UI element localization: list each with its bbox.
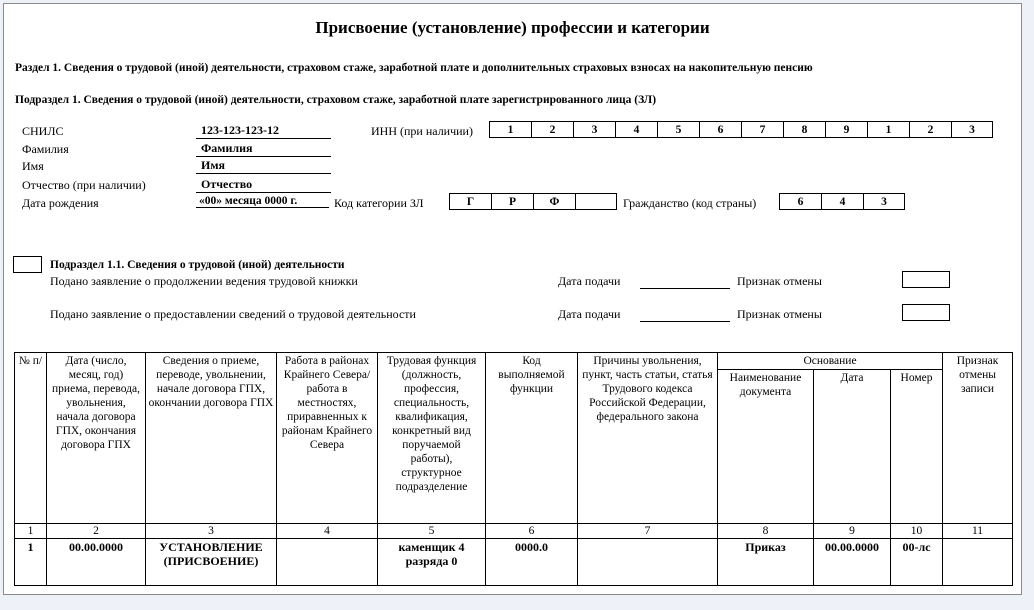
- column-number: 8: [718, 524, 814, 539]
- inn-digit: 4: [615, 121, 657, 138]
- cell-num: 1: [15, 539, 47, 586]
- category-cell: Г: [449, 193, 491, 210]
- labor-activity-table: [14, 352, 1013, 586]
- section-1-heading: Раздел 1. Сведения о трудовой (иной) деятельности, страховом стаже, заработной плате и дополнительных страховых взносах на накопительную пенсию: [15, 62, 813, 74]
- inn-digit: 7: [741, 121, 783, 138]
- subsection-1-1-heading: Подраздел 1.1. Сведения о трудовой (иной) деятельности: [50, 259, 345, 271]
- submit-date-field[interactable]: [640, 307, 730, 322]
- cancel-flag-label: Признак отмены: [737, 274, 822, 288]
- cell-basis-number: 00-лс: [891, 539, 943, 586]
- header-cancel: Признак отмены записи: [943, 353, 1013, 524]
- birth-date-value: «00» месяца 0000 г.: [196, 195, 329, 208]
- inn-digit: 1: [489, 121, 531, 138]
- citizenship-cell: 6: [779, 193, 821, 210]
- inn-digit: 8: [783, 121, 825, 138]
- cell-doc-name: Приказ: [718, 539, 814, 586]
- citizenship-cell: 3: [863, 193, 905, 210]
- inn-boxes: [489, 121, 993, 138]
- column-number: 5: [378, 524, 486, 539]
- cancel-flag-box[interactable]: [902, 271, 950, 288]
- cell-date: 00.00.0000: [47, 539, 146, 586]
- name-label: Имя: [22, 159, 44, 173]
- header-function: Трудовая функция (должность, профессия, специальность, квалификация, конкретный вид поручаемой работы), структурное подразделение: [378, 353, 486, 524]
- header-doc-name: Наименование документа: [718, 370, 814, 524]
- column-number: 11: [943, 524, 1013, 539]
- cell-cancel: [943, 539, 1013, 586]
- column-number: 2: [47, 524, 146, 539]
- cell-code: 0000.0: [486, 539, 578, 586]
- snils-label: СНИЛС: [22, 124, 64, 138]
- column-number: 10: [891, 524, 943, 539]
- submit-date-field[interactable]: [640, 274, 730, 289]
- cell-basis-date: 00.00.0000: [814, 539, 891, 586]
- category-cell: Р: [491, 193, 533, 210]
- submit-date-label: Дата подачи: [558, 307, 621, 321]
- cell-info: УСТАНОВЛЕНИЕ (ПРИСВОЕНИЕ): [146, 539, 277, 586]
- inn-digit: 3: [573, 121, 615, 138]
- header-info: Сведения о приеме, переводе, увольнении, начале договора ГПХ, окончании договора ГПХ: [146, 353, 277, 524]
- cell-function: каменщик 4 разряда 0: [378, 539, 486, 586]
- inn-digit: 2: [909, 121, 951, 138]
- cell-north: [277, 539, 378, 586]
- citizenship-cell: 4: [821, 193, 863, 210]
- header-basis-number: Номер: [891, 370, 943, 524]
- citizenship-label: Гражданство (код страны): [623, 196, 757, 210]
- surname-value: Фамилия: [196, 141, 331, 157]
- provide-info-statement: Подано заявление о предоставлении сведений о трудовой деятельности: [50, 307, 416, 321]
- subsection-1-heading: Подраздел 1. Сведения о трудовой (иной) деятельности, страховом стаже, заработной плате зарегистрированного лица (ЗЛ): [15, 94, 657, 106]
- category-cell: Ф: [533, 193, 575, 210]
- column-number-row: [15, 524, 1013, 539]
- inn-label: ИНН (при наличии): [371, 124, 473, 138]
- category-cell: [575, 193, 617, 210]
- header-code: Код выполняемой функции: [486, 353, 578, 524]
- page-title: Присвоение (установление) профессии и категории: [315, 18, 710, 37]
- table-row: [15, 539, 1013, 586]
- column-number: 1: [15, 524, 47, 539]
- column-number: 4: [277, 524, 378, 539]
- inn-digit: 6: [699, 121, 741, 138]
- citizenship-boxes: [779, 193, 905, 210]
- submit-date-label: Дата подачи: [558, 274, 621, 288]
- header-basis: Основание: [718, 353, 943, 370]
- patronymic-label: Отчество (при наличии): [22, 178, 146, 192]
- column-number: 3: [146, 524, 277, 539]
- category-boxes: [449, 193, 617, 210]
- header-reason: Причины увольнения, пункт, часть статьи, статья Трудового кодекса Российской Федерации, федерального закона: [578, 353, 718, 524]
- header-num: № п/: [15, 353, 47, 524]
- snils-value: 123-123-123-12: [196, 123, 331, 139]
- birth-date-label: Дата рождения: [22, 196, 99, 210]
- header-north: Работа в районах Крайнего Севера/работа в местностях, приравненных к районам Крайнего Севера: [277, 353, 378, 524]
- inn-digit: 3: [951, 121, 993, 138]
- inn-digit: 5: [657, 121, 699, 138]
- inn-digit: 9: [825, 121, 867, 138]
- column-number: 7: [578, 524, 718, 539]
- subsection-1-1-checkbox[interactable]: [13, 256, 42, 273]
- column-number: 9: [814, 524, 891, 539]
- header-basis-date: Дата: [814, 370, 891, 524]
- patronymic-value: Отчество: [196, 177, 331, 193]
- name-value: Имя: [196, 158, 331, 174]
- column-number: 6: [486, 524, 578, 539]
- category-label: Код категории ЗЛ: [334, 196, 424, 210]
- header-date: Дата (число, месяц, год) приема, перевода, увольнения, начала договора ГПХ, окончания договора ГПХ: [47, 353, 146, 524]
- inn-digit: 1: [867, 121, 909, 138]
- cancel-flag-box[interactable]: [902, 304, 950, 321]
- cell-reason: [578, 539, 718, 586]
- cancel-flag-label: Признак отмены: [737, 307, 822, 321]
- document-sheet: [3, 3, 1022, 595]
- surname-label: Фамилия: [22, 142, 69, 156]
- inn-digit: 2: [531, 121, 573, 138]
- continue-book-statement: Подано заявление о продолжении ведения трудовой книжки: [50, 274, 358, 288]
